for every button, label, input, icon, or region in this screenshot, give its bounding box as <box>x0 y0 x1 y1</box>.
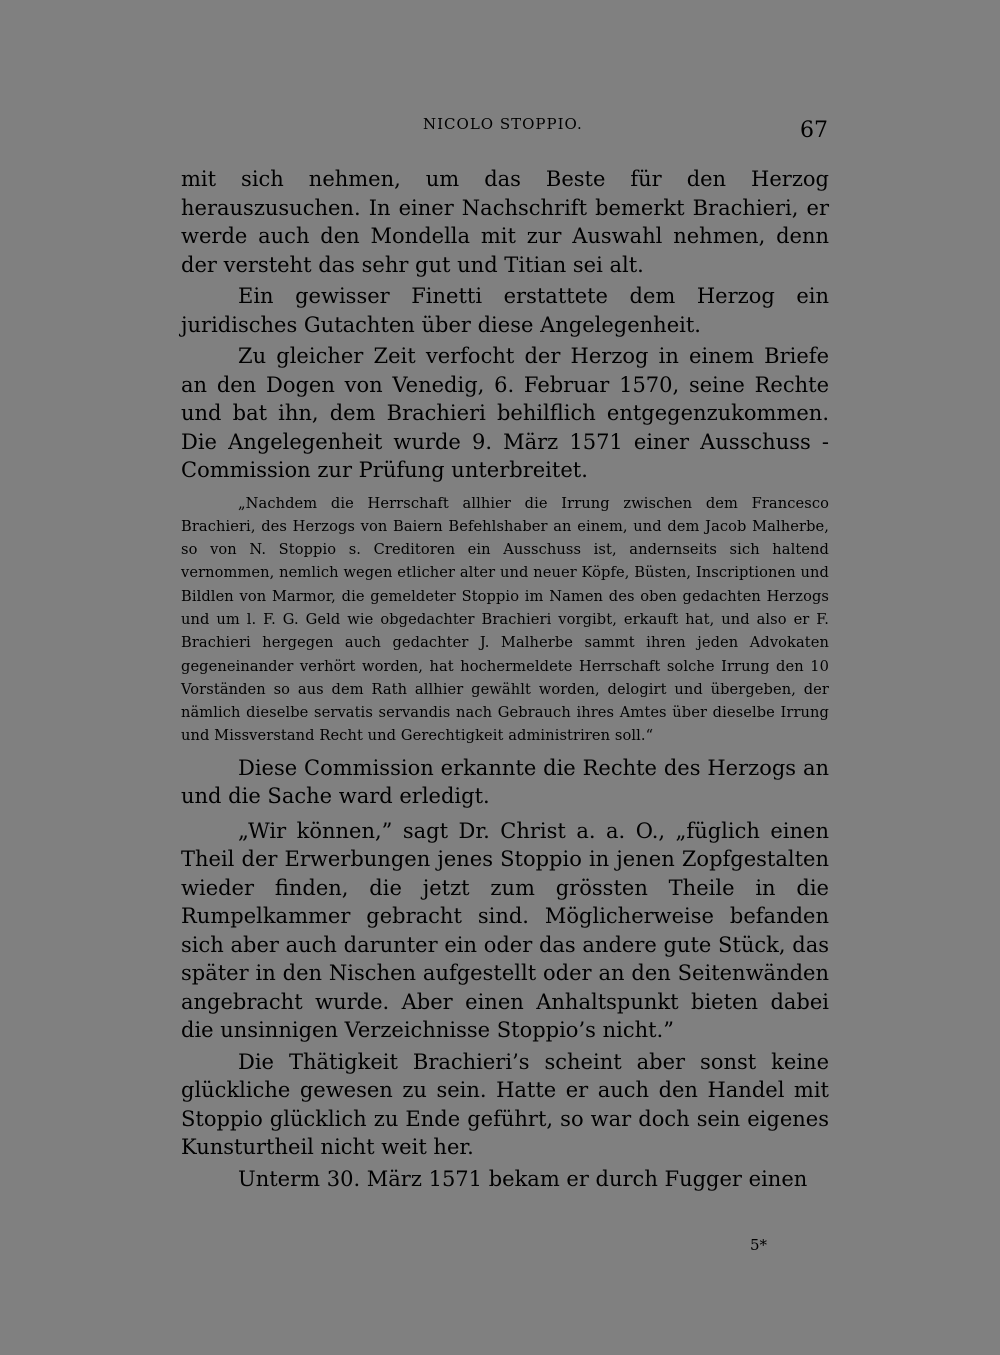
paragraph-doge-letter: Zu gleicher Zeit verfocht der Herzog in einem Briefe an den Dogen von Venedig, 6. Februar 1570, seine Rechte und bat ihn, dem Brachieri behilflich entgegenzukommen. Die Angelegenheit wurde 9. März 1571 einer Ausschuss - Commission zur Prüfung unterbreitet. <box>181 344 829 482</box>
signature-mark: 5* <box>750 1236 768 1254</box>
paragraph-commission: Diese Commission erkannte die Rechte des Herzogs an und die Sache ward erledigt. <box>181 755 829 809</box>
paragraph-unterm: Unterm 30. März 1571 bekam er durch Fugger einen <box>238 1166 808 1191</box>
block-quote-decree: „Nachdem die Herrschaft allhier die Irrung zwischen dem Francesco Brachieri, des Herzogs von Baiern Befehlshaber an einem, und dem Jacob Malherbe, so von N. Stoppio s. Creditoren ein Ausschuss ist, andernseits sich haltend vernommen, nemlich wegen etlicher alter und neuer Köpfe, Büsten, Inscriptionen und Bildlen von Marmor, die gemeldeter Stoppio im Namen des oben gedachten Herzogs und um l. F. G. Geld wie obgedachter Brachieri vorgibt, erkauft hat, und also er F. Brachieri hergegen auch gedachter J. Malherbe sammt ihren jeden Advokaten gegeneinander verhört worden, hat hochermeldete Herrschaft solche Irrung den 10 Vorständen so aus dem Rath allhier gewählt worden, delogirt und übergeben, der nämlich dieselbe servatis servandis nach Gebrauch ihres Amtes über dieselbe Irrung und Missverstand Recht und Gerechtigkeit administriren soll.“ <box>181 494 829 745</box>
body-text <box>181 165 829 1193</box>
paragraph-continuation: mit sich nehmen, um das Beste für den Herzog herauszusuchen. In einer Nachschrift bemerkt Brachieri, er werde auch den Mondella mit zur Auswahl nehmen, denn der versteht das sehr gut und Titian sei alt. <box>181 167 829 277</box>
paragraph-brachieri-activity: Die Thätigkeit Brachieri’s scheint aber sonst keine glückliche gewesen zu sein. Hatte er auch den Handel mit Stoppio glücklich zu Ende geführt, so war doch sein eigenes Kunsturtheil nicht weit her. <box>181 1049 829 1160</box>
paragraph-finetti: Ein gewisser Finetti erstattete dem Herzog ein juridisches Gutachten über diese Angelegenheit. <box>181 284 829 337</box>
paragraph-christ-quote: „Wir können,” sagt Dr. Christ a. a. O., „füglich einen Theil der Erwerbungen jenes Stoppio in jenen Zopfgestalten wieder finden, die jetzt zum grössten Theile in die Rumpelkammer gebracht sind. Möglicherweise befanden sich aber auch darunter ein oder das andere gute Stück, das später in den Nischen aufgestellt oder an den Seitenwänden angebracht wurde. Aber einen Anhaltspunkt bieten dabei die unsinnigen Verzeichnisse Stoppio’s nicht.” <box>181 818 829 1043</box>
page-number: 67 <box>800 118 828 143</box>
running-header-title: NICOLO STOPPIO. <box>423 115 583 133</box>
